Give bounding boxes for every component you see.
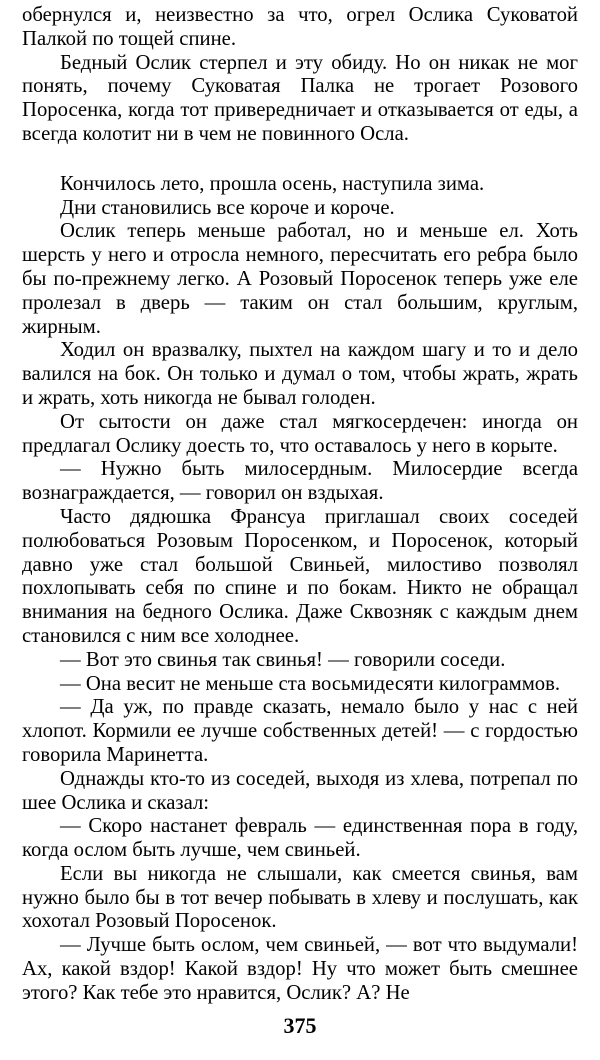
paragraph-11: — Она весит не меньше ста восьмидесяти килограммов. — [60, 672, 561, 695]
paragraph-5: Ослик теперь меньше работал, но и меньше ел. Хоть шерсть у него и отросла немного, пересчитать его ребра было бы по-прежнему легко. А Розовый Поросенок теперь уже еле пролезал в дверь — таким он стал большим, круглым, жирным. — [22, 220, 578, 338]
section-gap — [22, 147, 578, 173]
paragraph-15: Если вы никогда не слышали, как смеется свинья, вам нужно было бы в тот вечер побывать в хлеву и послушать, как хохотал Розовый Поросенок. — [22, 862, 578, 933]
page-number: 375 — [283, 1013, 317, 1038]
paragraph-7: От сытости он даже стал мягкосердечен: иногда он предлагал Ослику доесть то, что оставалось у него в корыте. — [22, 410, 578, 457]
paragraph-12: — Да уж, по правде сказать, немало было у нас с ней хлопот. Кормили ее лучше собственных детей! — с гордостью говорила Маринетта. — [22, 696, 578, 766]
paragraph-8: — Нужно быть милосердным. Милосердие всегда вознаграждается, — говорил он вздыхая. — [22, 458, 578, 505]
paragraph-10: — Вот это свинья так свинья! — говорили соседи. — [60, 648, 506, 671]
paragraph-1: обернулся и, неизвестно за что, огрел Ослика Суковатой Палкой по тощей спине. — [22, 4, 578, 50]
paragraph-16: — Лучше быть ослом, чем свиньей, — вот что выдумали! Ах, какой вздор! Какой вздор! Ну что может быть смешнее этого? Как тебе это нравится, Ослик? А? Не — [22, 934, 578, 1004]
paragraph-6: Ходил он вразвалку, пыхтел на каждом шагу и то и дело валился на бок. Он только и думал о том, чтобы жрать, жрать и жрать, хоть никогда не бывал голоден. — [22, 339, 578, 409]
paragraph-13: Однажды кто-то из соседей, выходя из хлева, потрепал по шее Ослика и сказал: — [22, 767, 578, 814]
paragraph-9: Часто дядюшка Франсуа приглашал своих соседей полюбоваться Розовым Поросенком, и Поросенок, который давно уже стал большой Свиньей, милостиво позволял похлопывать себя по спине и по бокам. Никто не обращал внимания на бедного Ослика. Даже Сквозняк с каждым днем становился с ним все холоднее. — [22, 505, 578, 647]
paragraph-4: Дни становились все короче и короче. — [60, 196, 395, 219]
page-body — [22, 4, 578, 1006]
paragraph-3: Кончилось лето, прошла осень, наступила зима. — [60, 172, 485, 195]
paragraph-2: Бедный Ослик стерпел и эту обиду. Но он никак не мог понять, почему Суковатая Палка не трогает Розового Поросенка, когда тот привередничает и отказывается от еды, а всегда колотит ни в чем не повинного Осла. — [22, 51, 578, 145]
paragraph-14: — Скоро настанет февраль — единственная пора в году, когда ослом быть лучше, чем свиньей. — [22, 815, 578, 862]
